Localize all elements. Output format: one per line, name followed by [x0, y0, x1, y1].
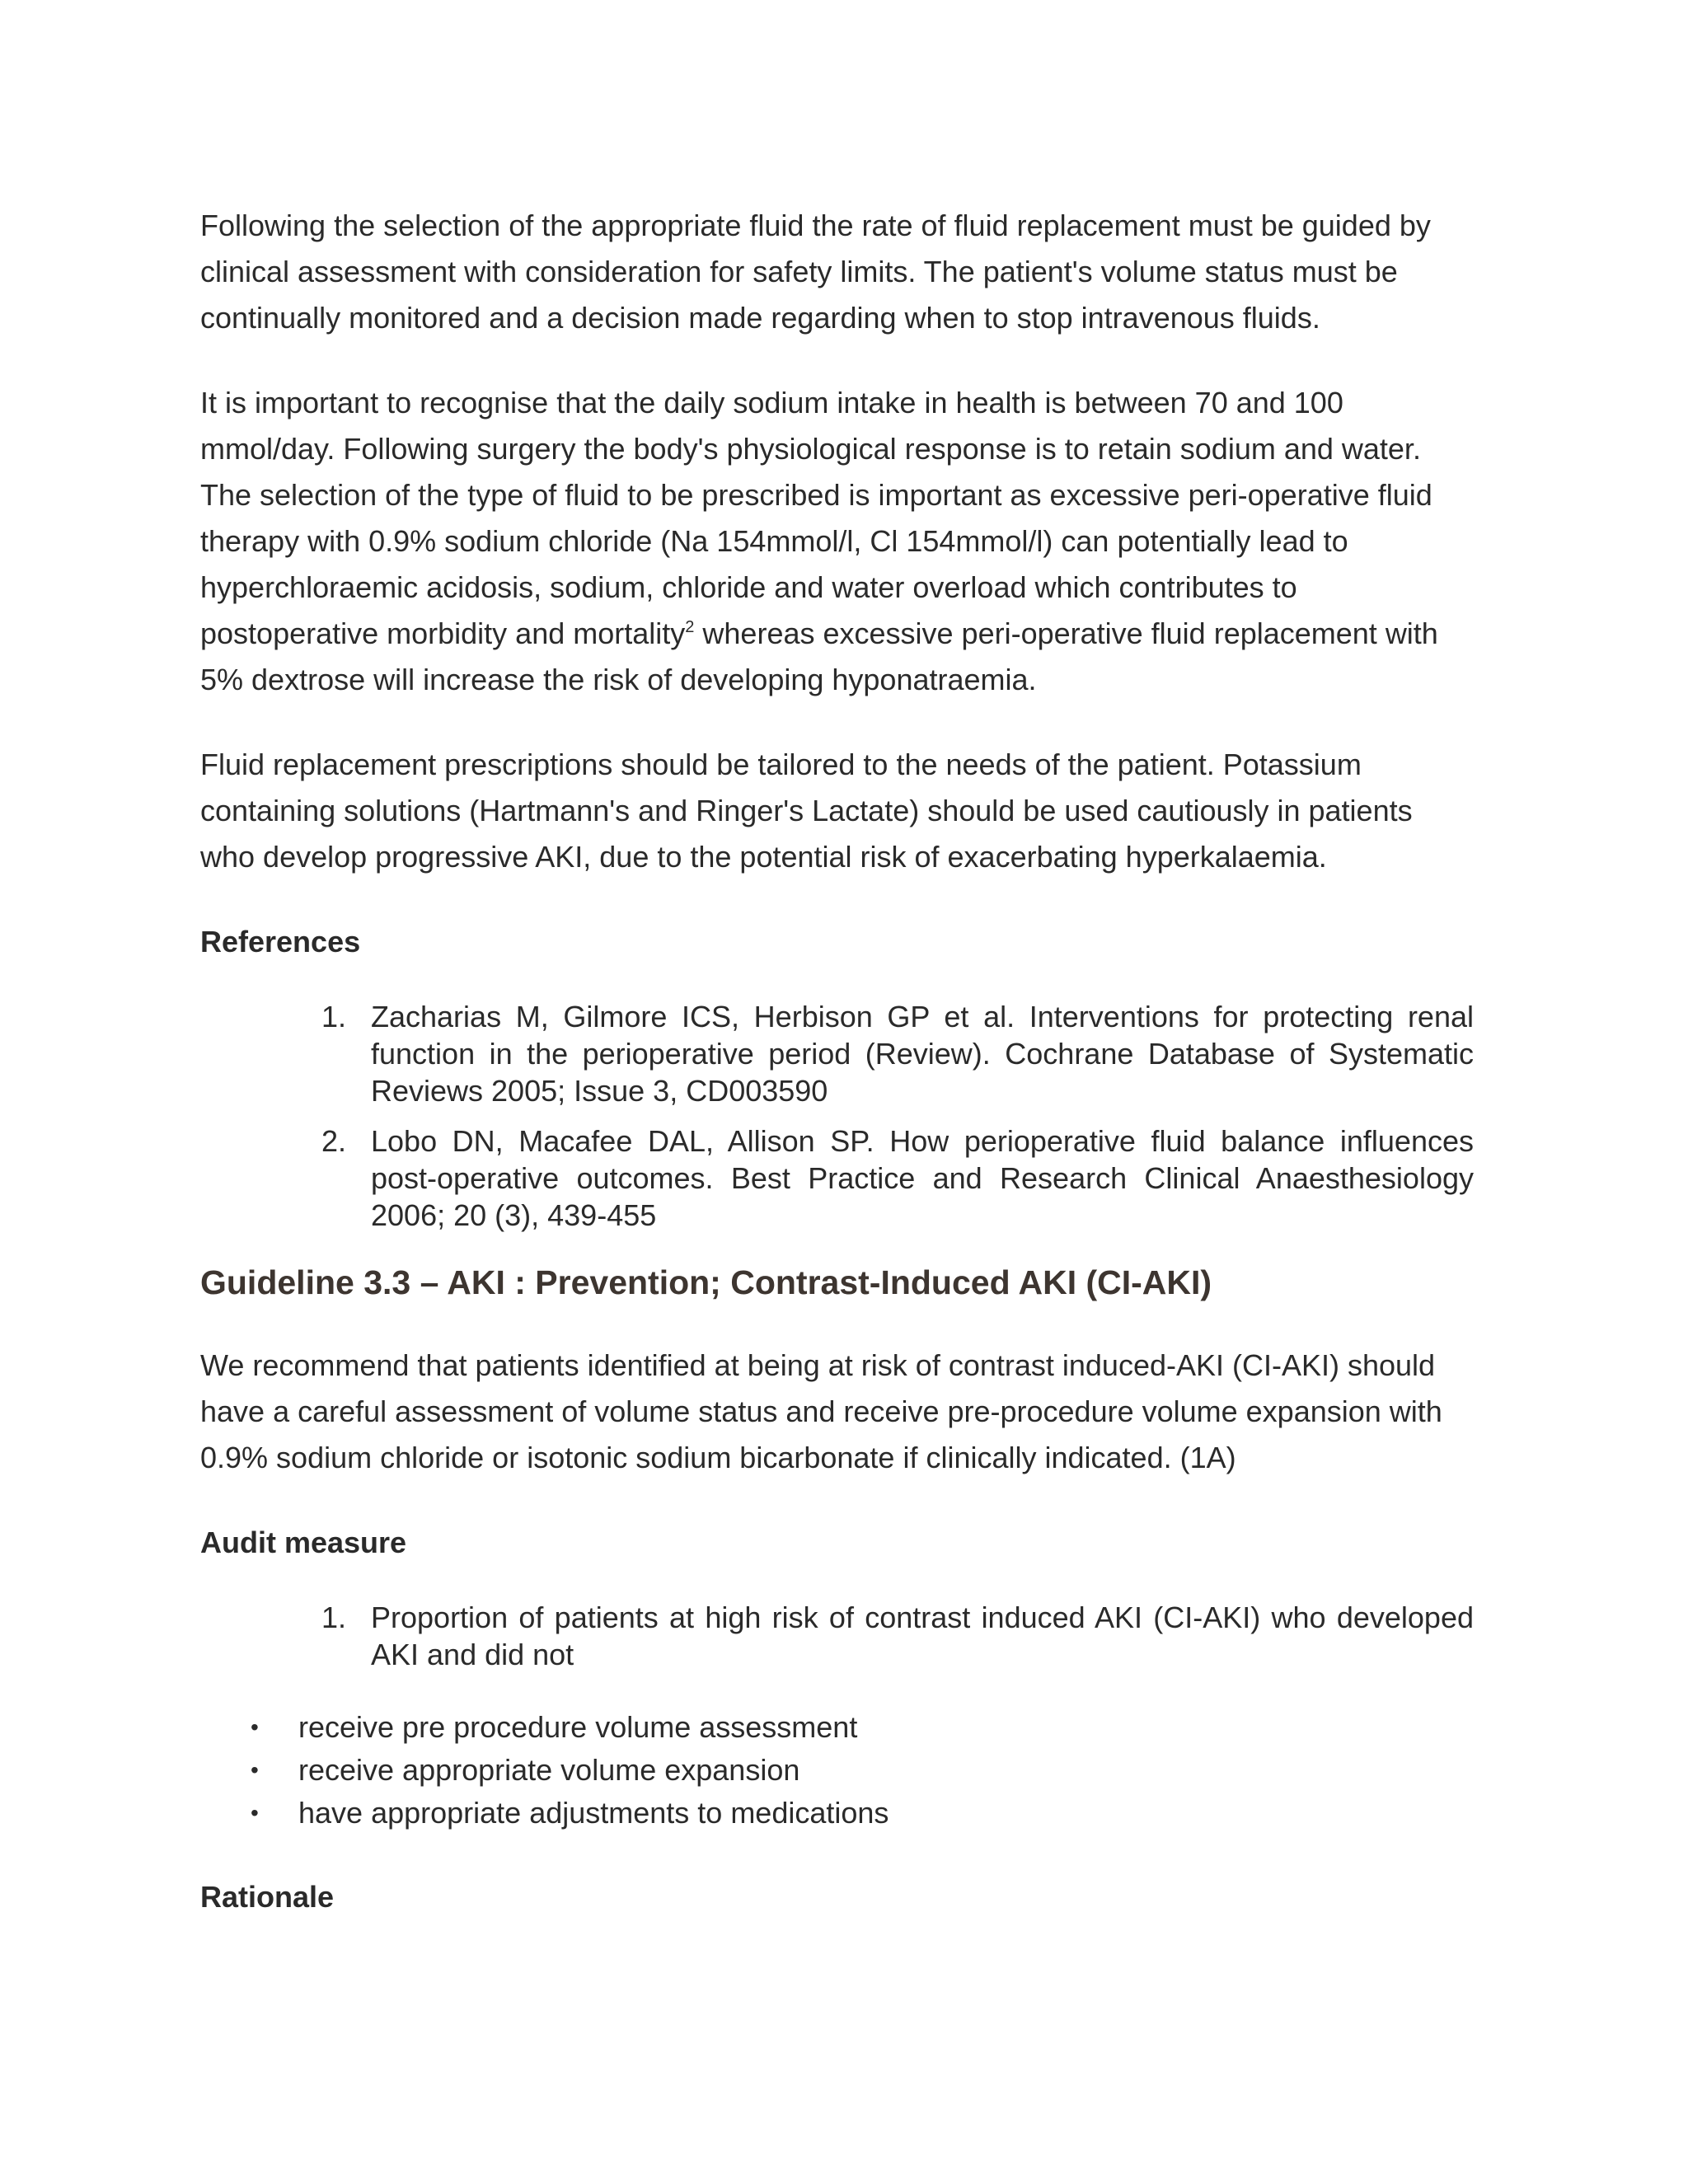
paragraph-fluid-rate: Following the selection of the appropriate fluid the rate of fluid replacement must be guided by clinical assessment with consideration for safety limits. The patient's volume status must be continually monitored and a decision made regarding when to stop intravenous fluids.	[200, 209, 1431, 335]
paragraph-sodium-intake-continued: whereas excessive peri-operative fluid replacement with 5% dextrose will increase the risk of developing hyponatraemia.	[200, 616, 1438, 696]
reference-item	[321, 1122, 1474, 1234]
audit-bullet-text: have appropriate adjustments to medications	[298, 1796, 889, 1830]
reference-number: 2.	[321, 1124, 347, 1158]
rationale-heading: Rationale	[200, 1880, 335, 1914]
audit-bullet-list	[200, 1706, 1474, 1835]
audit-measure-list	[200, 1599, 1474, 1673]
references-list	[200, 998, 1474, 1234]
reference-item	[321, 998, 1474, 1109]
guideline-recommendation: We recommend that patients identified at being at risk of contrast induced-AKI (CI-AKI) should have a careful assessment of volume status and receive pre-procedure volume expansion with 0.9% sodium chloride or isotonic sodium bicarbonate if clinically indicated. (1A)	[200, 1348, 1442, 1474]
bullet-icon: •	[251, 1714, 259, 1740]
bullet-icon: •	[251, 1757, 259, 1783]
audit-bullet-item	[251, 1749, 1474, 1792]
bullet-icon: •	[251, 1800, 259, 1825]
audit-bullet-text: receive appropriate volume expansion	[298, 1753, 800, 1787]
audit-measure-text: Proportion of patients at high risk of contrast induced AKI (CI-AKI) who developed AKI and did not	[371, 1601, 1474, 1671]
reference-text: Lobo DN, Macafee DAL, Allison SP. How perioperative fluid balance influences post-operative outcomes. Best Practice and Research Clinical Anaesthesiology 2006; 20 (3), 439-455	[371, 1124, 1474, 1232]
paragraph-sodium-intake	[200, 380, 1474, 703]
audit-bullet-item	[251, 1706, 1474, 1749]
paragraph-sodium-intake-text: It is important to recognise that the daily sodium intake in health is between 70 and 100 mmol/day. Following surgery the body's physiological response is to retain sodium and water. The selection of the type of fluid to be prescribed is important as excessive peri-operative fluid therapy with 0.9% sodium chloride (Na 154mmol/l, Cl 154mmol/l) can potentially lead to hyperchloraemic acidosis, sodium, chloride and water overload which contributes to postoperative morbidity and mortality	[200, 386, 1432, 650]
reference-number: 1.	[321, 1000, 347, 1033]
audit-measure-heading: Audit measure	[200, 1526, 407, 1559]
reference-text: Zacharias M, Gilmore ICS, Herbison GP et al. Interventions for protecting renal function in the perioperative period (Review). Cochrane Database of Systematic Reviews 2005; Issue 3, CD003590	[371, 1000, 1474, 1108]
audit-measure-item	[321, 1599, 1474, 1673]
audit-bullet-text: receive pre procedure volume assessment	[298, 1710, 858, 1744]
references-heading: References	[200, 925, 361, 958]
audit-bullet-item	[251, 1792, 1474, 1835]
guideline-heading: Guideline 3.3 – AKI : Prevention; Contrast-Induced AKI (CI-AKI)	[200, 1263, 1212, 1301]
audit-measure-number: 1.	[321, 1601, 347, 1634]
document-page	[200, 203, 1474, 1953]
paragraph-fluid-prescriptions: Fluid replacement prescriptions should be tailored to the needs of the patient. Potassium containing solutions (Hartmann's and Ringer's Lactate) should be used cautiously in patients who develop progressive AKI, due to the potential risk of exacerbating hyperkalaemia.	[200, 748, 1413, 874]
citation-superscript: 2	[685, 618, 695, 636]
